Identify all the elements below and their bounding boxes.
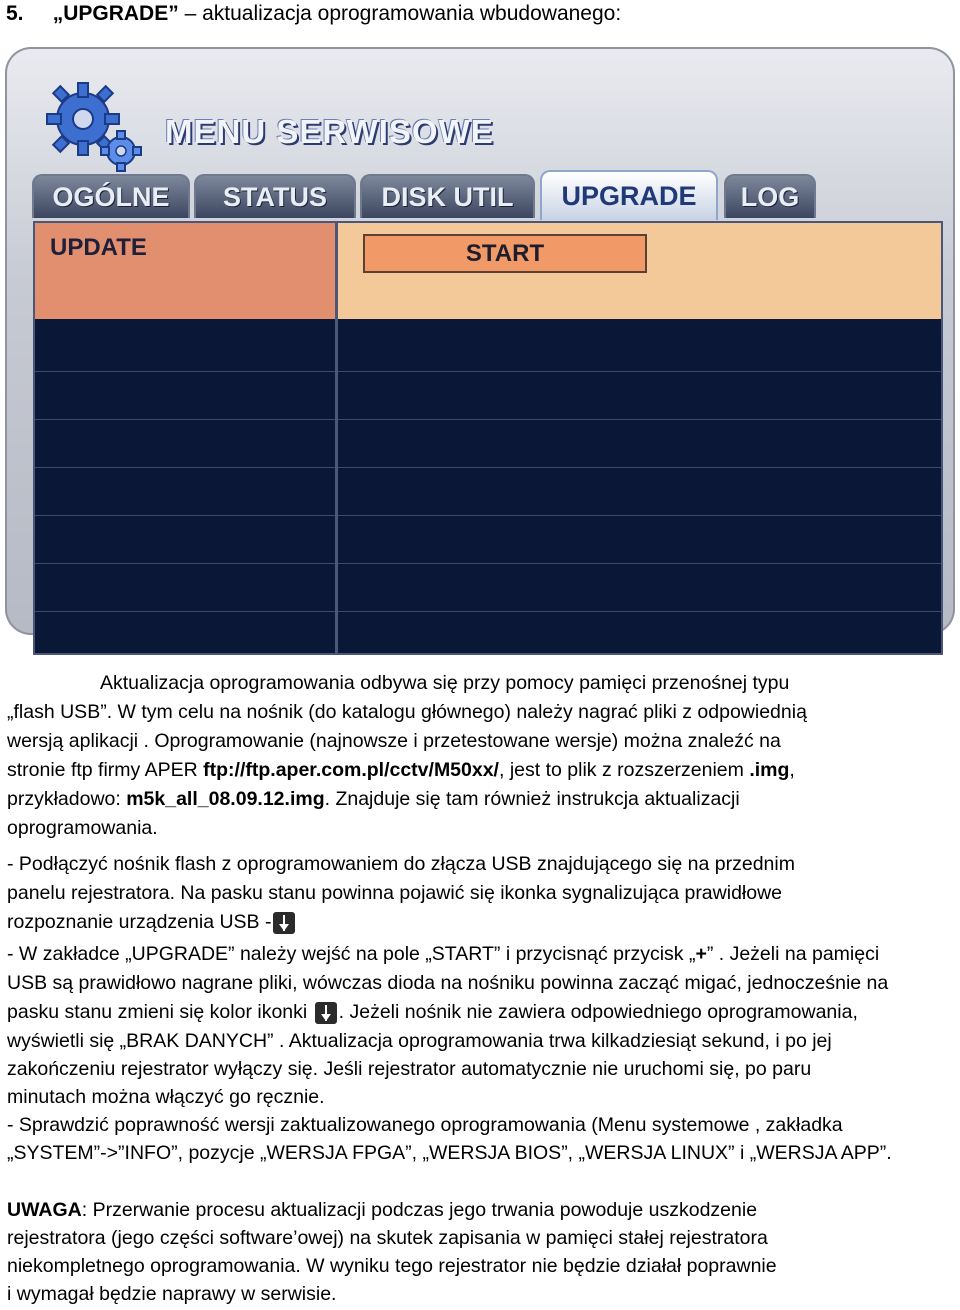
tab-ogolne[interactable]: OGÓLNE <box>32 174 190 218</box>
upgrade-panel <box>33 221 943 655</box>
text-span: , jest to plik z rozszerzeniem <box>498 759 750 781</box>
section-subtitle: – aktualizacja oprogramowania wbudowanego: <box>184 2 622 25</box>
paragraph-line: USB są prawidłowo nagrane pliki, wówczas dioda na nośniku powinna zacząć migać, jednocześnie na <box>7 972 889 994</box>
start-field <box>338 223 941 319</box>
warning-line: rejestratora (jego części software’owej) na skutek zapisania w pamięci stałej rejestratora <box>7 1227 768 1249</box>
service-menu-screenshot <box>5 47 955 635</box>
text-span: . Znajduje się tam również instrukcja aktualizacji <box>324 788 740 810</box>
section-heading <box>6 2 621 26</box>
text-span: rozpoznanie urządzenia USB - <box>7 911 272 933</box>
update-label: UPDATE <box>35 223 335 319</box>
paragraph-line <box>7 998 858 1027</box>
paragraph-line <box>7 756 795 785</box>
paragraph-line: wyświetli się „BRAK DANYCH” . Aktualizacja oprogramowania trwa kilkadziesiąt sekund, i po jej <box>7 1030 832 1052</box>
panel-row-divider <box>35 611 941 612</box>
paragraph-line: - Sprawdzić poprawność wersji zaktualizowanego oprogramowania (Menu systemowe , zakładka <box>7 1114 843 1136</box>
text-span: : Przerwanie procesu aktualizacji podczas jego trwania powoduje uszkodzenie <box>81 1199 758 1221</box>
panel-row-divider <box>35 563 941 564</box>
paragraph-line <box>7 940 879 969</box>
paragraph-line: zakończeniu rejestrator wyłączy się. Jeśli rejestrator automatycznie nie uruchomi się, po paru <box>7 1058 812 1080</box>
section-title: „UPGRADE” <box>52 2 179 25</box>
plus-key: + <box>695 943 707 965</box>
menu-tabs <box>32 174 949 222</box>
start-button[interactable]: START <box>363 234 647 273</box>
paragraph-line: „SYSTEM”->”INFO”, pozycje „WERSJA FPGA”, „WERSJA BIOS”, „WERSJA LINUX” i „WERSJA APP”. <box>7 1142 892 1164</box>
ftp-address: ftp://ftp.aper.com.pl/cctv/M50xx/ <box>203 759 499 781</box>
paragraph-line: oprogramowania. <box>7 817 158 839</box>
text-span: , <box>789 759 795 781</box>
paragraph-line: wersją aplikacji . Oprogramowanie (najnowsze i przetestowane wersje) można znaleźć na <box>7 730 781 752</box>
panel-row-divider <box>35 371 941 372</box>
warning-line <box>7 1196 757 1225</box>
example-filename: m5k_all_08.09.12.img <box>126 788 325 810</box>
text-span: . Jeżeli nośnik nie zawiera odpowiedniego oprogramowania, <box>338 1001 858 1023</box>
usb-status-icon <box>273 912 295 934</box>
paragraph-line <box>7 908 297 937</box>
warning-line: i wymagał będzie naprawy w serwisie. <box>7 1283 337 1305</box>
tab-disk-util[interactable]: DISK UTIL <box>360 174 535 218</box>
paragraph-line: „flash USB”. W tym celu na nośnik (do katalogu głównego) należy nagrać pliki z odpowiednią <box>7 701 807 723</box>
paragraph-line <box>7 785 740 814</box>
tab-log[interactable]: LOG <box>724 174 816 218</box>
tab-status[interactable]: STATUS <box>194 174 356 218</box>
file-extension: .img <box>749 759 790 781</box>
text-span: przykładowo: <box>7 788 127 810</box>
paragraph-line: minutach można włączyć go ręcznie. <box>7 1086 325 1108</box>
paragraph-line: panelu rejestratora. Na pasku stanu powinna pojawić się ikonka sygnalizująca prawidłowe <box>7 882 783 904</box>
warning-label: UWAGA <box>7 1199 82 1221</box>
text-span: pasku stanu zmieni się kolor ikonki <box>7 1001 313 1023</box>
menu-title: MENU SERWISOWE <box>165 113 494 150</box>
text-span: - W zakładce „UPGRADE” należy wejść na pole „START” i przycisnąć przycisk „ <box>7 943 696 965</box>
panel-row-divider <box>35 515 941 516</box>
warning-line: niekompletnego oprogramowania. W wyniku tego rejestrator nie będzie działał poprawnie <box>7 1255 777 1277</box>
paragraph-line: Aktualizacja oprogramowania odbywa się przy pomocy pamięci przenośnej typu <box>100 672 790 694</box>
tab-upgrade[interactable]: UPGRADE <box>540 170 718 220</box>
section-number: 5. <box>6 2 24 25</box>
usb-status-icon <box>315 1002 337 1024</box>
text-span: ” . Jeżeli na pamięci <box>706 943 880 965</box>
text-span: stronie ftp firmy APER <box>7 759 204 781</box>
panel-row-divider <box>35 419 941 420</box>
gears-icon <box>35 69 145 179</box>
panel-row-divider <box>35 467 941 468</box>
paragraph-line: - Podłączyć nośnik flash z oprogramowaniem do złącza USB znajdującego się na przednim <box>7 853 795 875</box>
